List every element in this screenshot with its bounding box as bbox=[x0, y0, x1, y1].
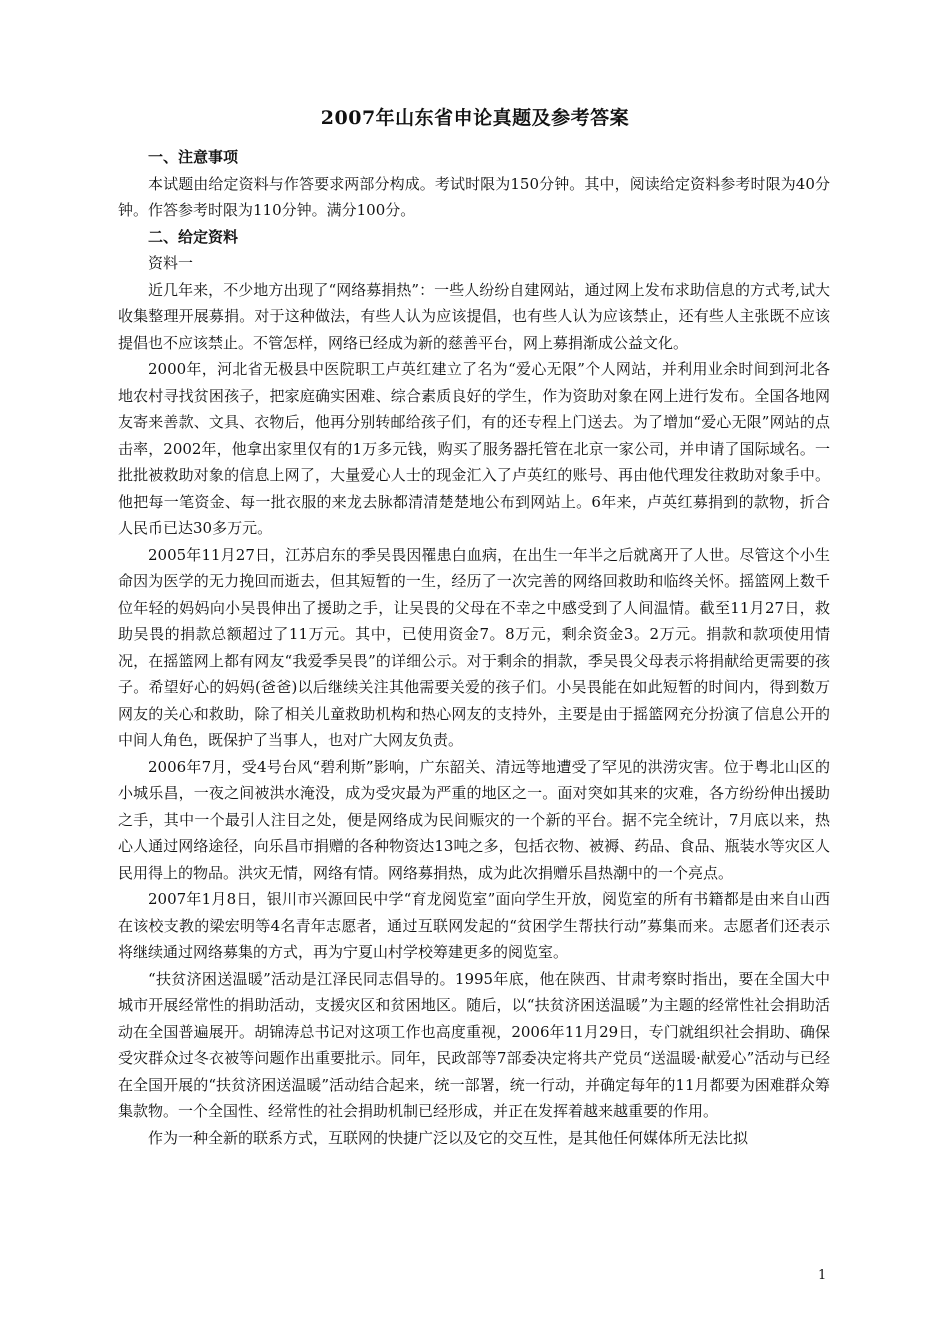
section-heading-materials: 二、给定资料 bbox=[148, 227, 239, 246]
material-paragraph: 2005年11月27日，江苏启东的季吴畏因罹患白血病，在出生一年半之后就离开了人世。尽管这个小生命因为医学的无力挽回而逝去，但其短暂的一生，经历了一次完善的网络回救助和临终关怀。摇篮网上数千位年轻的妈妈向小吴畏伸出了援助之手，让吴畏的父母在不幸之中感受到了人间温情。截至11月27日，救助吴畏的捐款总额超过了11万元。其中，已使用资金7。8万元，剩余资金3。2万元。捐款和款项使用情况，在摇篮网上都有网友“我爱季吴畏”的详细公示。对于剩余的捐款，季吴畏父母表示将捐献给更需要的孩子。希望好心的妈妈(爸爸)以后继续关注其他需要关爱的孩子们。小吴畏能在如此短暂的时间内，得到数万网友的关心和救助，除了相关儿童救助机构和热心网友的支持外，主要是由于摇篮网充分扮演了信息公开的中间人角色，既保护了当事人，也对广大网友负责。 bbox=[118, 545, 830, 749]
section-heading-notes: 一、注意事项 bbox=[148, 148, 239, 166]
material-paragraph: 2006年7月，受4号台风“碧利斯”影响，广东韶关、清远等地遭受了罕见的洪涝灾害。位于粤北山区的小城乐昌，一夜之间被洪水淹没，成为受灾最为严重的地区之一。面对突如其来的灾难，各方纷纷伸出援助之手，其中一个最引人注目之处，便是网络成为民间赈灾的一个新的平台。据不完全统计，7月底以来，热心人通过网络途径，向乐昌市捐赠的各种物资达13吨之多，包括衣物、被褥、药品、食品、瓶装水等灾区人民用得上的物品。洪灾无情，网络有情。网络募捐热，成为此次捐赠乐昌热潮中的一个亮点。 bbox=[118, 757, 830, 882]
material-label: 资料一 bbox=[148, 254, 194, 272]
document-body bbox=[118, 144, 830, 1151]
page-number: 1 bbox=[818, 1268, 827, 1283]
material-paragraph: 近几年来，不少地方出现了“网络募捐热”：一些人纷纷自建网站，通过网上发布求助信息的方式考,试大收集整理开展募捐。对于这种做法，有些人认为应该提倡，也有些人认为应该禁止，还有些人主张既不应该提倡也不应该禁止。不管怎样，网络已经成为新的慈善平台，网上募捐渐成公益文化。 bbox=[118, 280, 830, 352]
material-paragraph: 2007年1月8日，银川市兴源回民中学“育龙阅览室”面向学生开放，阅览室的所有书籍都是由来自山西在该校支教的梁宏明等4名青年志愿者，通过互联网发起的“贫困学生帮扶行动”募集而来。志愿者们还表示将继续通过网络募集的方式，再为宁夏山村学校筹建更多的阅览室。 bbox=[118, 890, 830, 961]
material-paragraph: 作为一种全新的联系方式，互联网的快捷广泛以及它的交互性，是其他任何媒体所无法比拟 bbox=[148, 1128, 749, 1147]
notes-paragraph: 本试题由给定资料与作答要求两部分构成。考试时限为150分钟。其中，阅读给定资料参考时限为40分钟。作答参考时限为110分钟。满分100分。 bbox=[118, 174, 830, 219]
document-title: 2007年山东省申论真题及参考答案 bbox=[320, 107, 630, 129]
material-paragraph: “扶贫济困送温暖”活动是江泽民同志倡导的。1995年底，他在陕西、甘肃考察时指出，要在全国大中城市开展经常性的捐助活动，支援灾区和贫困地区。随后，以“扶贫济困送温暖”为主题的经常性社会捐助活动在全国普遍展开。胡锦涛总书记对这项工作也高度重视，2006年11月29日，专门就组织社会捐助、确保受灾群众过冬衣被等问题作出重要批示。同年，民政部等7部委决定将共产党员“送温暖·献爱心”活动与已经在全国开展的“扶贫济困送温暖”活动结合起来，统一部署，统一行动，并确定每年的11月都要为困难群众筹集款物。一个全国性、经常性的社会捐助机制已经形成，并正在发挥着越来越重要的作用。 bbox=[118, 969, 830, 1120]
material-paragraph: 2000年，河北省无极县中医院职工卢英红建立了名为“爱心无限”个人网站，并利用业余时间到河北各地农村寻找贫困孩子，把家庭确实困难、综合素质良好的学生，作为资助对象在网上进行发布。全国各地网友寄来善款、文具、衣物后，他再分别转邮给孩子们，有的还专程上门送去。为了增加“爱心无限”网站的点击率，2002年，他拿出家里仅有的1万多元钱，购买了服务器托管在北京一家公司，并申请了国际域名。一批批被救助对象的信息上网了，大量爱心人士的现金汇入了卢英红的账号、再由他代理发往救助对象手中。他把每一笔资金、每一批衣服的来龙去脉都清清楚楚地公布到网站上。6年来，卢英红募捐到的款物，折合人民币已达30多万元。 bbox=[118, 360, 830, 537]
